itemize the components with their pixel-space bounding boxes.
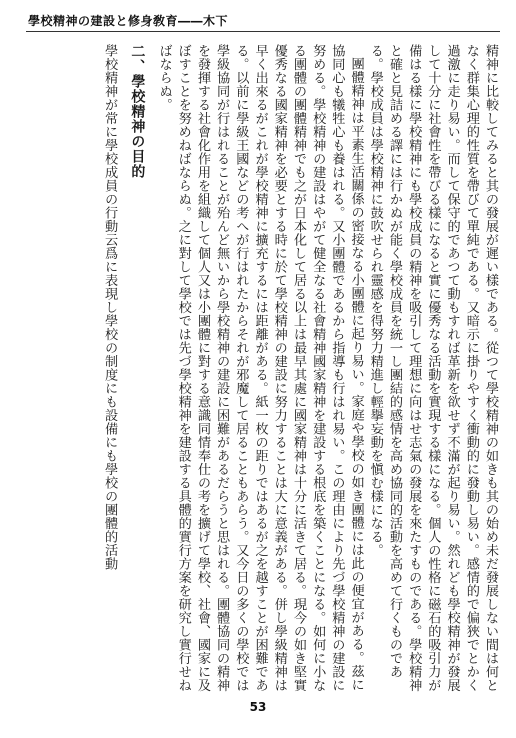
section-paragraph: 學校精神が常に學校成員の行動云爲に表現し學校の制度にも設備にも學校の團體的活動 bbox=[102, 44, 118, 571]
body-paragraph-2: 團體精神は平素生活關係の密接なる小團體に起り易い。家庭や學校の如き團體には此の便宜がある。茲に協同心も犧牲心も養はれる。又小團體であるから指導も行はれ易い。この理由により先づ學校精神の建設に努める。學校精神の建設はやがて健全なる社會精神國家精神を建設する根底を築くことになる。如何に小なる團體の團體精神でも之が日本化して居る以上は最早其處に國家精神は十分に活きて居る。現今の如き堅實優秀なる國家精神を必要とする時に於て學校精神の建設に努力することは大に意義がある。併し學級精神は早く出來るがこれが學校精神に擴充するには距離がある。紙一枚の距りではあるが之を越すことが困難である。以前に學級王國などの考へが行はれたからそれが邪魔して居ることもあらう。又今日の多くの學校では學級協同が行はれることが殆んど無いから學校精神の建設に困難があるだらうと思はれる。團體協同の精神を發揮する社會化作用を組織して個人又は小團體に對する意識同情奉仕の考を擴げて學校、社會、國家に及ぼすことを努めねばならぬ。之に對して學校では先づ學校精神を建設する具體的實行方案を研究し實行せねばならぬ。 bbox=[156, 44, 364, 692]
running-header: 學校精神の建設と修身敎育――木下 bbox=[28, 14, 229, 28]
body-text bbox=[26, 44, 500, 692]
header-rule bbox=[26, 31, 500, 32]
body-paragraph-1: 精神に比較してみると其の發展が遲い樣である。從つて學校精神の如きも其の始め未だ發展しない間は何となく群集心理的性質を帶びて單純である。又暗示に掛りやすく衝動的に發動し易い。感情的で偏狹でとかく過激に走り易い。而して保守的であつて動もすれば革新を欲せず不滿が起り易い。然れども學校精神が發展して十分に社會性を帶びる樣になると實に優秀なる活動を實現する樣になる。個人の性格に磁石的吸引力が備はる樣に學校精神にも學校成員の精神を吸引して理想に向はせ志氣の發展を來たすものである。學校精神と確と見詰める譯には行かぬが能く學校成員を統一し團結的感情を高め協同的活動を高めて行くものである。學校成員は學校精神に鼓吹せられ靈感を得努力精進し輕擧妄動を愼む樣になる。 bbox=[367, 44, 498, 692]
section-heading: 二、學校精神の目的 bbox=[129, 44, 146, 179]
page-number: 53 bbox=[249, 700, 267, 714]
